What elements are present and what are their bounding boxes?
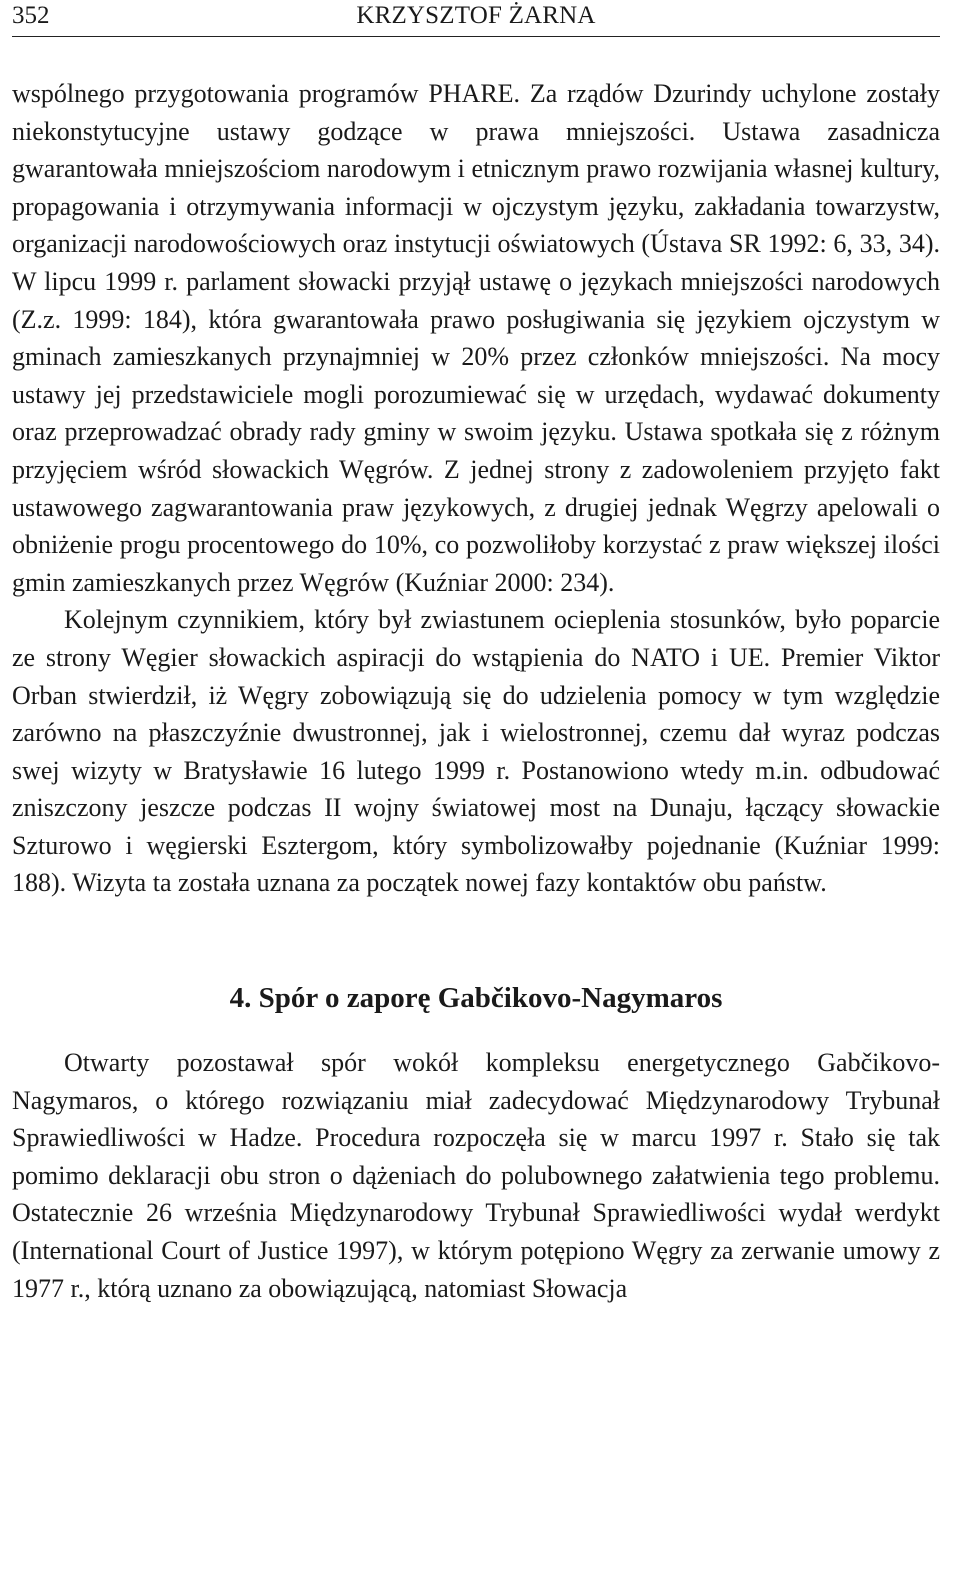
page-number: 352 <box>12 2 50 29</box>
body-text <box>12 75 940 1307</box>
running-header <box>12 0 940 37</box>
running-title: KRZYSZTOF ŻARNA <box>356 2 596 29</box>
section-heading: 4. Spór o zaporę Gabčikovo-Nagymaros <box>229 982 723 1015</box>
paragraph: Kolejnym czynnikiem, który był zwiastunem ocieplenia stosunków, było poparcie ze strony Węgier słowackich aspiracji do wstąpienia do NATO i UE. Premier Viktor Orban stwierdził, iż Węgry zobowiązują się do udzielenia pomocy w tym względzie zarówno na płaszczyźnie dwustronnej, jak i wielostronnej, czemu dał wyraz podczas swej wizyty w Bratysławie 16 lutego 1999 r. Postanowiono wtedy m.in. odbudować zniszczony jeszcze podczas II wojny światowej most na Dunaju, łączący słowackie Szturowo i węgierski Esztergom, który symbolizowałby pojednanie (Kuźniar 1999: 188). Wizyta ta została uznana za początek nowej fazy kontaktów obu państw. <box>12 605 940 898</box>
paragraph-continuation: wspólnego przygotowania programów PHARE. Za rządów Dzurindy uchylone zostały niekonstytucyjne ustawy godzące w prawa mniejszości. Ustawa zasadnicza gwarantowała mniejszościom narodowym i etnicznym prawo rozwijania własnej kultury, propagowania i otrzymywania informacji w ojczystym języku, zakładania towarzystw, organizacji narodowościowych oraz instytucji oświatowych (Ústava SR 1992: 6, 33, 34). W lipcu 1999 r. parlament słowacki przyjął ustawę o językach mniejszości narodowych (Z.z. 1999: 184), która gwarantowała prawo posługiwania się językiem ojczystym w gminach zamieszkanych przynajmniej w 20% przez członków mniejszości. Na mocy ustawy jej przedstawiciele mogli porozumiewać się w urzędach, wydawać dokumenty oraz przeprowadzać obrady rady gminy w swoim języku. Ustawa spotkała się z różnym przyjęciem wśród słowackich Węgrów. Z jednej strony z zadowoleniem przyjęto fakt ustawowego zagwarantowania praw językowych, z drugiej jednak Węgrzy apelowali o obniżenie progu procentowego do 10%, co pozwoliłoby korzystać z praw większej ilości gmin zamieszkanych przez Węgrów (Kuźniar 2000: 234). <box>12 79 940 597</box>
section-paragraph: Otwarty pozostawał spór wokół kompleksu energetycznego Gabčikovo-Nagymaros, o którego rozwiązaniu miał zadecydować Międzynarodowy Trybunał Sprawiedliwości w Hadze. Procedura rozpoczęła się w marcu 1997 r. Stało się tak pomimo deklaracji obu stron o dążeniach do polubownego załatwienia tego problemu. Ostatecznie 26 września Międzynarodowy Trybunał Sprawiedliwości wydał werdykt (International Court of Justice 1997), w którym potępiono Węgry za zerwanie umowy z 1977 r., którą uznano za obowiązującą, natomiast Słowacja <box>12 1048 940 1303</box>
